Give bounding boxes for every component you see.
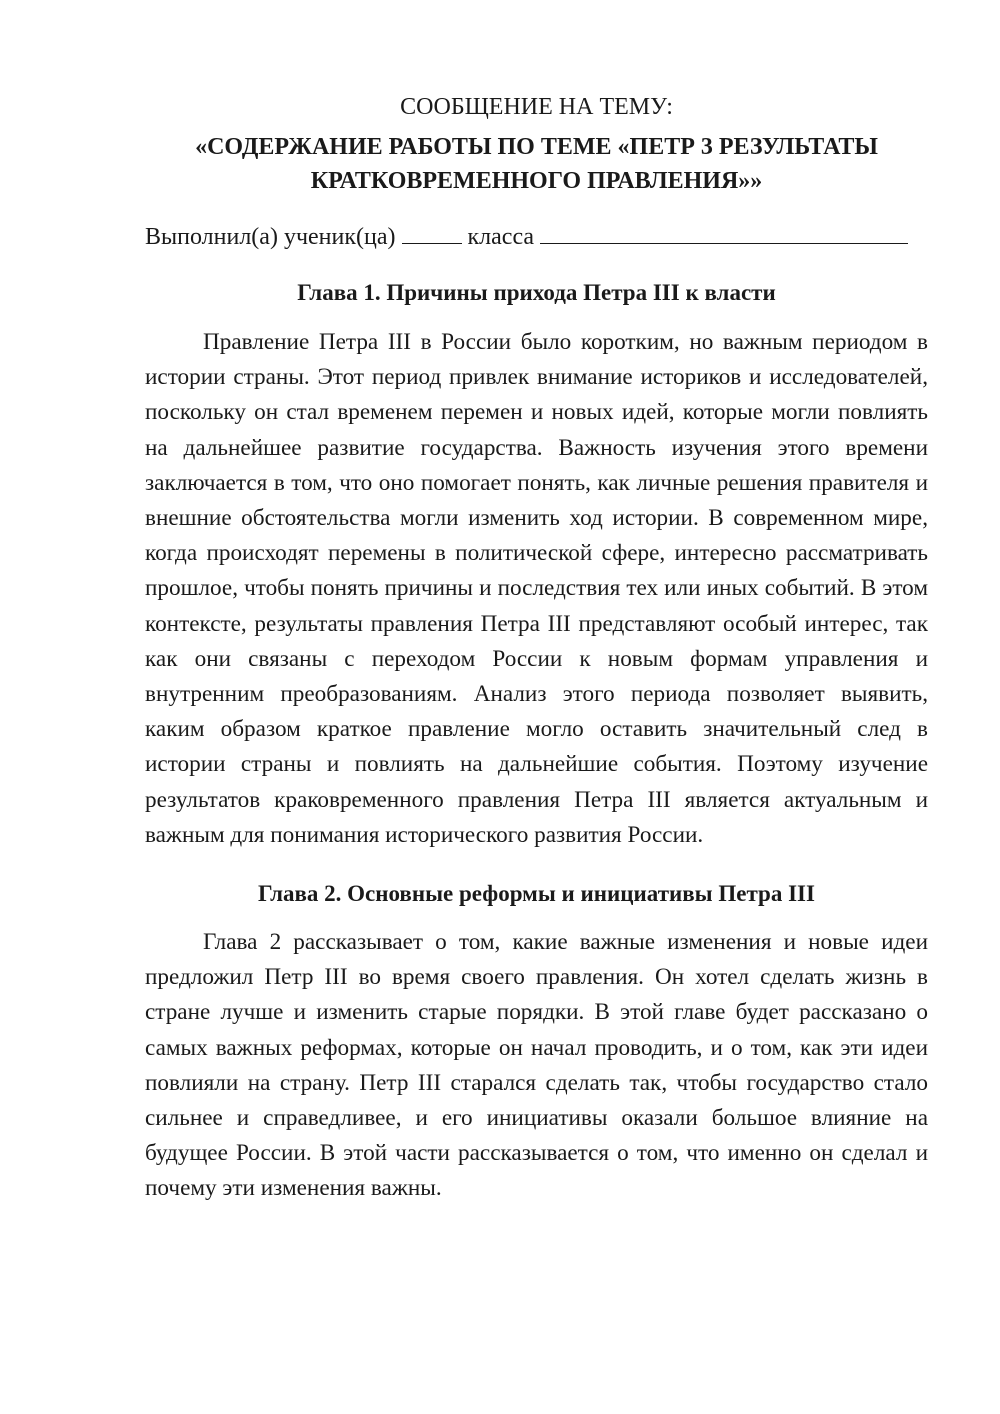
document-heading: СООБЩЕНИЕ НА ТЕМУ: [400, 94, 673, 120]
chapter-2-text: Глава 2 рассказывает о том, какие важные изменения и новые идеи предложил Петр III во время своего правления. Он хотел сделать жизнь в стране лучше и изменить старые порядки. В этой главе будет рассказано о самых важных реформах, которые он начал проводить, и о том, как эти идеи повлияли на страну. Петр III старался сделать так, чтобы государство стало сильнее и справедливее, и его инициативы оказали большое влияние на будущее России. В этой части рассказывается о том, что именно он сделал и почему эти изменения важны. [145, 929, 928, 1202]
class-number-blank [402, 221, 462, 244]
author-line [145, 220, 928, 254]
document-title: «СОДЕРЖАНИЕ РАБОТЫ ПО ТЕМЕ «ПЕТР 3 РЕЗУЛЬТАТЫ КРАТКОВРЕМЕННОГО ПРАВЛЕНИЯ»» [195, 134, 878, 194]
class-label: класса [467, 224, 535, 250]
chapter-1-title: Глава 1. Причины прихода Петра III к власти [297, 280, 776, 305]
chapter-2-title: Глава 2. Основные реформы и инициативы Петра III [258, 881, 815, 907]
chapter-1-text: Правление Петра III в России было коротким, но важным периодом в истории страны. Этот период привлек внимание историков и исследователей, поскольку он стал временем перемен и новых идей, которые могли повлиять на дальнейшее развитие государства. Важность изучения этого времени заключается в том, что оно помогает понять, как личные решения правителя и внешние обстоятельства могли изменить ход истории. В современном мире, когда происходят перемены в политической сфере, интересно рассматривать прошлое, чтобы понять причины и последствия тех или иных событий. В этом контексте, результаты правления Петра III представляют особый интерес, так как они связаны с переходом России к новым формам управления и внутренним преобразованиям. Анализ этого периода позволяет выявить, каким образом краткое правление могло оставить значительный след в истории страны и повлиять на дальнейшие события. Поэтому изучение результатов краковременного правления Петра III является актуальным и важным для понимания исторического развития России. [145, 329, 928, 848]
document-page [145, 90, 928, 1207]
student-name-blank [540, 221, 908, 244]
author-prefix: Выполнил(а) ученик(ца) [145, 224, 396, 250]
